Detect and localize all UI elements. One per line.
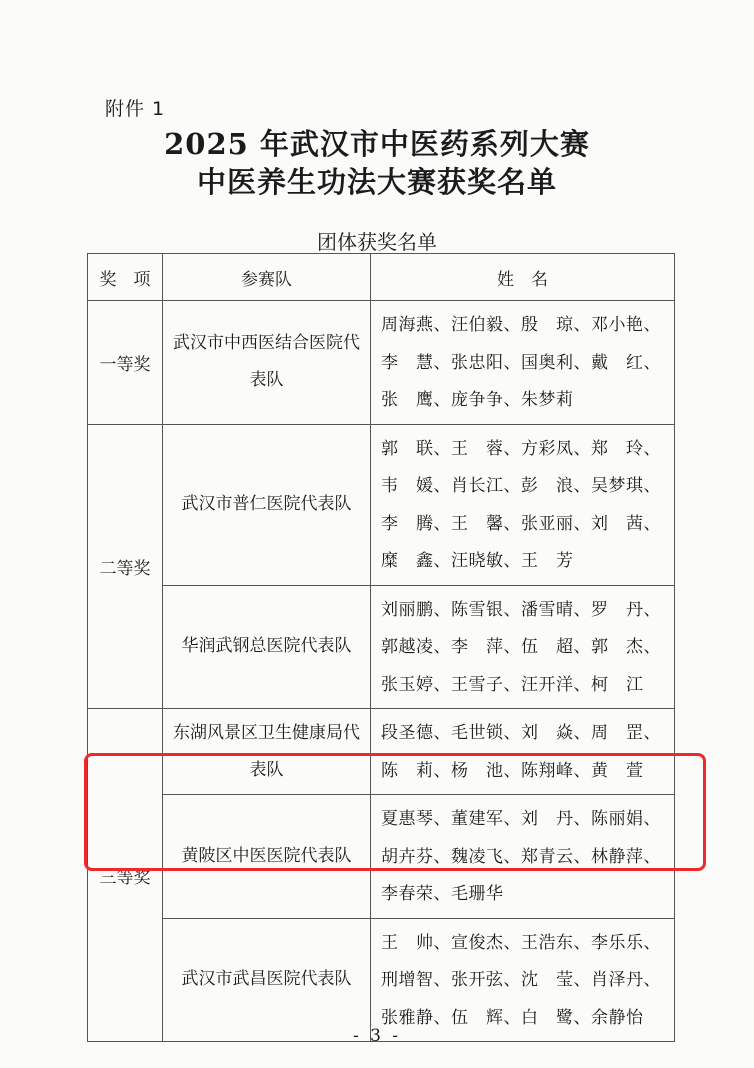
team-cell: 黄陂区中医医院代表队 (163, 795, 371, 919)
names-cell: 夏惠琴、董建军、刘 丹、陈丽娟、胡卉芬、魏凌飞、郑青云、林静萍、李春荣、毛珊华 (371, 795, 675, 919)
names-cell: 郭 联、王 蓉、方彩凤、郑 玲、韦 媛、肖长江、彭 浪、吴梦琪、李 腾、王 馨、张亚丽、刘 茜、糜 鑫、汪晓敏、王 芳 (371, 424, 675, 585)
page-number: - 3 - (352, 1026, 402, 1046)
team-cell: 华润武钢总医院代表队 (163, 585, 371, 709)
prize-first: 一等奖 (88, 301, 163, 425)
highlight-box (84, 753, 706, 871)
table-row (88, 585, 675, 709)
table-header-row (88, 254, 675, 301)
team-cell: 东湖风景区卫生健康局代表队 (163, 709, 371, 795)
table-row (88, 301, 675, 425)
header-names: 姓 名 (371, 254, 675, 301)
header-team: 参赛队 (163, 254, 371, 301)
document-title-line-1: 2025 年武汉市中医药系列大赛 (164, 127, 590, 161)
table-subtitle: 团体获奖名单 (317, 230, 437, 254)
header-prize: 奖 项 (88, 254, 163, 301)
names-cell: 段圣德、毛世锁、刘 焱、周 罡、陈 莉、杨 池、陈翔峰、黄 萱 (371, 709, 675, 795)
table-row (88, 918, 675, 1042)
document-title-line-2: 中医养生功法大赛获奖名单 (196, 165, 557, 199)
names-cell: 周海燕、汪伯毅、殷 琼、邓小艳、李 慧、张忠阳、国奥利、戴 红、张 鹰、庞争争、朱梦莉 (371, 301, 675, 425)
attachment-label: 附件 1 (105, 98, 166, 120)
names-cell: 刘丽鹏、陈雪银、潘雪晴、罗 丹、郭越凌、李 萍、伍 超、郭 杰、张玉婷、王雪子、汪开洋、柯 江 (371, 585, 675, 709)
names-cell: 王 帅、宣俊杰、王浩东、李乐乐、刑增智、张开弦、沈 莹、肖泽丹、张雅静、伍 辉、白 鹭、余静怡 (371, 918, 675, 1042)
team-cell: 武汉市武昌医院代表队 (163, 918, 371, 1042)
team-cell: 武汉市普仁医院代表队 (163, 424, 371, 585)
award-table (87, 253, 675, 1042)
table-row (88, 424, 675, 585)
prize-third: 三等奖 (88, 709, 163, 1042)
team-cell: 武汉市中西医结合医院代表队 (163, 301, 371, 425)
prize-second: 二等奖 (88, 424, 163, 709)
